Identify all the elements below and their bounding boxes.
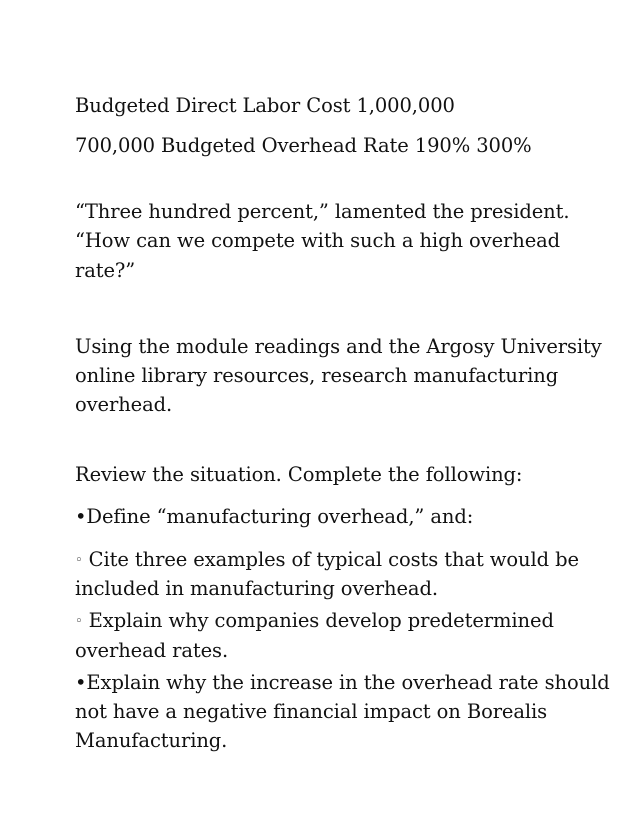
sub-bullet-text: Cite three examples of typical costs that would be xyxy=(82,548,579,571)
bullet-marker: • xyxy=(75,671,87,694)
budget-line-1: Budgeted Direct Labor Cost 1,000,000 xyxy=(75,94,455,117)
bullet-text: Explain why the increase in the overhead rate should xyxy=(86,671,610,694)
quote-line-1: “Three hundred percent,” lamented the president. xyxy=(75,200,570,223)
quote-line-2: “How can we compete with such a high overhead xyxy=(75,229,561,252)
research-line-3: overhead. xyxy=(75,393,173,416)
sub-bullet-marker: ◦ xyxy=(75,614,83,629)
sub-bullet-cite-examples-line-1 xyxy=(75,545,579,576)
bullet-define-overhead xyxy=(75,502,473,532)
review-instruction: Review the situation. Complete the following: xyxy=(75,463,523,486)
bullet-explain-impact-line-1 xyxy=(75,668,610,698)
quote-line-3: rate?” xyxy=(75,259,136,282)
sub-bullet-predetermined-rates-line-2: overhead rates. xyxy=(75,639,229,662)
sub-bullet-marker: ◦ xyxy=(75,553,83,568)
sub-bullet-cite-examples-line-2: included in manufacturing overhead. xyxy=(75,577,438,600)
bullet-text: Define “manufacturing overhead,” and: xyxy=(86,505,474,528)
bullet-explain-impact-line-2: not have a negative financial impact on Borealis xyxy=(75,700,548,723)
bullet-explain-impact-line-3: Manufacturing. xyxy=(75,729,228,752)
research-line-2: online library resources, research manufacturing xyxy=(75,364,559,387)
sub-bullet-text: Explain why companies develop predetermined xyxy=(82,609,554,632)
bullet-marker: • xyxy=(75,505,87,528)
sub-bullet-predetermined-rates-line-1 xyxy=(75,606,554,637)
budget-line-2: 700,000 Budgeted Overhead Rate 190% 300% xyxy=(75,134,532,157)
research-line-1: Using the module readings and the Argosy University xyxy=(75,335,602,358)
